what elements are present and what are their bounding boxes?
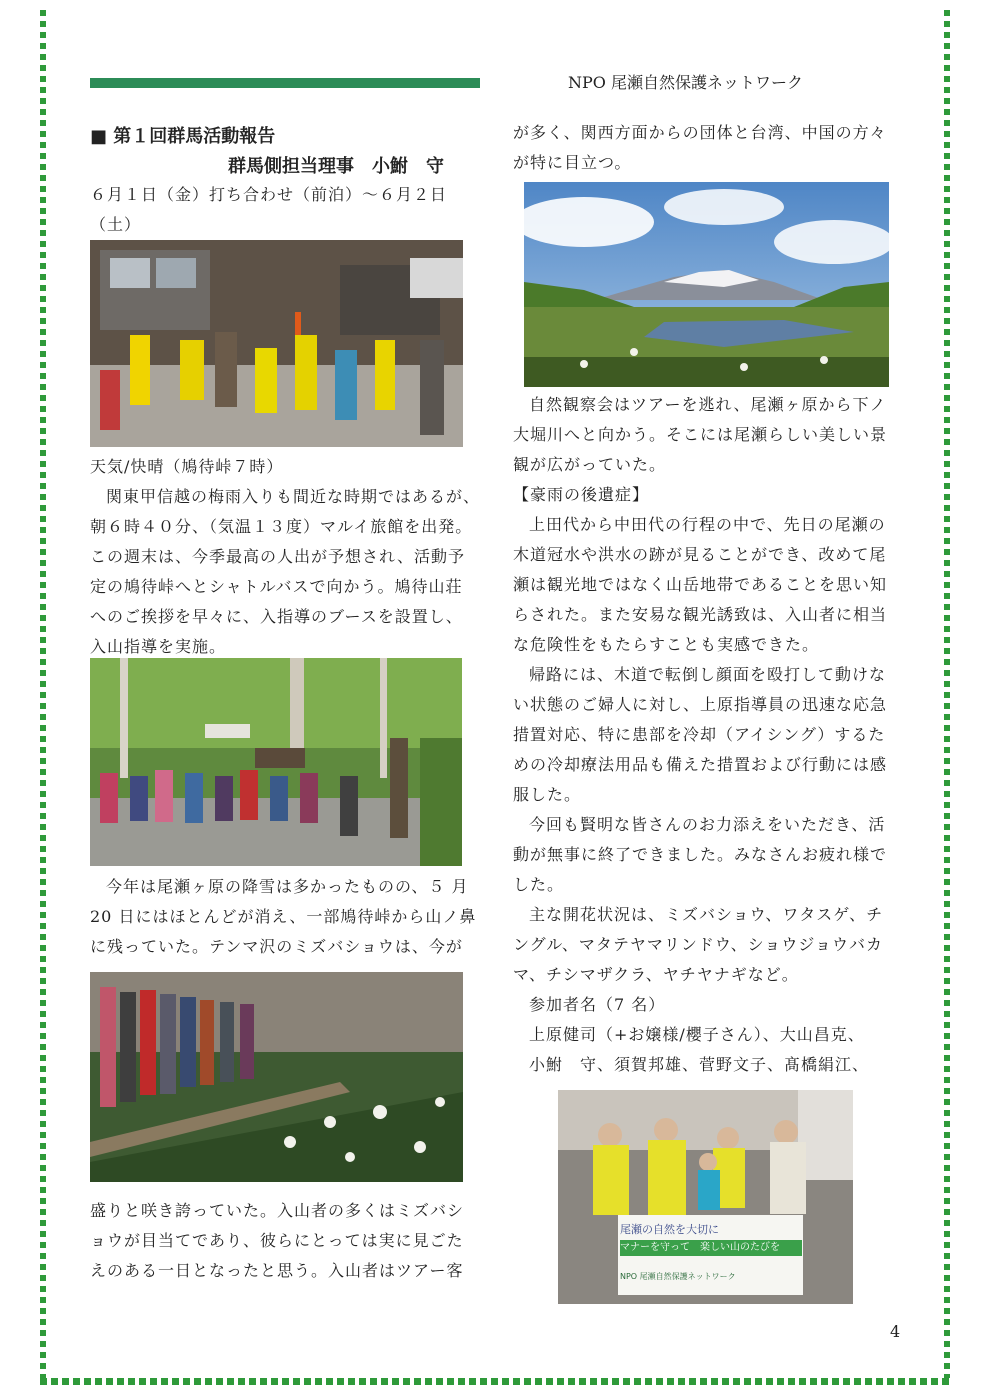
left-para3 <box>90 1196 490 1286</box>
text-line: 動が無事に終了できました。みなさんお疲れ様で <box>513 845 888 864</box>
banner-line3: NPO 尾瀬自然保護ネットワーク <box>620 1272 736 1281</box>
banner-line2: マナーを守って 楽しい山のたびを <box>620 1240 802 1256</box>
photo-trailhead-booth <box>90 240 463 447</box>
text-line: 盛りと咲き誇っていた。入山者の多くはミズバシ <box>90 1201 465 1220</box>
text-line: 措置対応、特に患部を冷却（アイシング）するた <box>513 725 886 744</box>
text-line: が特に目立つ。 <box>513 153 632 172</box>
page-number: 4 <box>890 1322 901 1341</box>
text-line: い状態のご婦人に対し、上原指導員の迅速な応急 <box>513 695 888 714</box>
border-right <box>944 10 950 1385</box>
text-line: 大堀川へと向かう。そこには尾瀬らしい美しい景 <box>513 425 888 444</box>
text-line: 今回も賢明な皆さんのお力添えをいただき、活 <box>529 815 886 834</box>
subheading: 【豪雨の後遺症】 <box>513 485 650 504</box>
text-line: 今年は尾瀬ヶ原の降雪は多かったものの、５ 月 <box>106 877 469 896</box>
text-line: 主な開花状況は、ミズバショウ、ワタスゲ、チ <box>529 905 884 924</box>
border-left <box>40 10 46 1385</box>
participants-line: 上原健司（+お嬢様/櫻子さん）、大山昌克、 <box>529 1025 865 1044</box>
text-line: ョウが目当てであり、彼らにとっては実に見ごた <box>90 1231 464 1250</box>
text-line: この週末は、今季最高の人出が予想され、活動予 <box>90 547 465 566</box>
text-line: 関東甲信越の梅雨入りも間近な時期ではあるが、 <box>106 487 481 506</box>
border-bottom <box>40 1378 950 1385</box>
text-line: 朝６時４０分、（気温１３度）マルイ旅館を出発。 <box>90 517 473 536</box>
left-para1 <box>90 482 490 662</box>
text-line: 入山指導を実施。 <box>90 637 227 656</box>
text-line: が多く、関西方面からの団体と台湾、中国の方々 <box>513 123 887 142</box>
right-para1 <box>513 390 913 1080</box>
photo-guides-booth <box>558 1090 853 1304</box>
section-title: ■ 第１回群馬活動報告 <box>90 126 276 147</box>
text-line: 服した。 <box>513 785 582 804</box>
banner-line1: 尾瀬の自然を大切に <box>620 1223 719 1236</box>
text-line: 定の鳩待峠へとシャトルバスで向かう。鳩待山荘 <box>90 577 463 596</box>
text-line: らされた。また安易な観光誘致は、入山者に相当 <box>513 605 888 624</box>
text-line: 観が広がっていた。 <box>513 455 667 474</box>
header-org: NPO 尾瀬自然保護ネットワーク <box>568 73 803 92</box>
left-para2 <box>90 872 490 962</box>
text-line: 天気/快晴（鳩待峠７時） <box>90 457 284 476</box>
section-author: 群馬側担当理事 小鮒 守 <box>228 156 444 177</box>
photo-hiker-group <box>90 658 462 866</box>
participants-line: 小鮒 守、須賀邦雄、菅野文子、髙橋絹江、 <box>529 1055 870 1074</box>
text-line: に残っていた。テンマ沢のミズバショウは、今が <box>90 937 463 956</box>
text-line: 木道冠水や洪水の跡が見ることができ、改めて尾 <box>513 545 887 564</box>
photo-boardwalk-mizubasho <box>90 972 463 1182</box>
photo-oze-marsh-mountain <box>524 182 889 387</box>
text-line: した。 <box>513 875 565 894</box>
text-line: えのある一日となったと思う。入山者はツアー客 <box>90 1261 464 1280</box>
text-line: 自然観察会はツアーを逃れ、尾瀬ヶ原から下ノ <box>529 395 887 414</box>
text-line: ６月１日（金）打ち合わせ（前泊）～６月２日（土） <box>90 185 448 234</box>
right-cont <box>513 118 913 178</box>
text-line: ングル、マタテヤマリンドウ、ショウジョウバカ <box>513 935 884 954</box>
header-bar <box>90 78 480 88</box>
text-line: 瀬は観光地ではなく山岳地帯であることを思い知 <box>513 575 888 594</box>
text-line: な危険性をもたらすことも実感できた。 <box>513 635 820 654</box>
text-line: マ、チシマザクラ、ヤチヤナギなど。 <box>513 965 799 984</box>
text-line: 上田代から中田代の行程の中で、先日の尾瀬の <box>529 515 886 534</box>
text-line: めの冷却療法用品も備えた措置および行動には感 <box>513 755 888 774</box>
left-weather <box>90 452 490 482</box>
participants-title: 参加者名（7 名） <box>529 995 666 1014</box>
text-line: 帰路には、木道で転倒し顔面を殴打して動けな <box>529 665 887 684</box>
text-line: へのご挨拶を早々に、入指導のブースを設置し、 <box>90 607 463 626</box>
text-line: 20 日にはほとんどが消え、一部鳩待峠から山ノ鼻 <box>90 907 477 926</box>
